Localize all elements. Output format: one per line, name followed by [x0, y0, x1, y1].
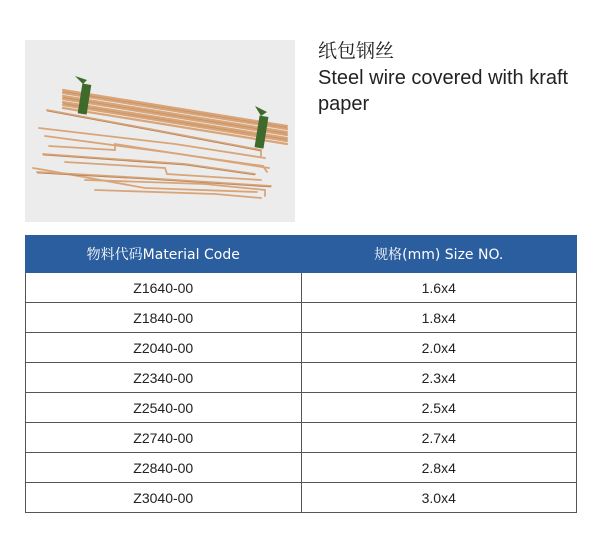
cell-size: 2.0x4	[301, 333, 577, 363]
cell-size: 2.7x4	[301, 423, 577, 453]
cell-size: 2.3x4	[301, 363, 577, 393]
cell-size: 3.0x4	[301, 483, 577, 513]
header-size-no: 规格(mm) Size NO.	[301, 236, 577, 273]
cell-material-code: Z2740-00	[26, 423, 302, 453]
table-row	[26, 273, 577, 303]
table-header-row	[26, 236, 577, 273]
table-row	[26, 363, 577, 393]
cell-material-code: Z2540-00	[26, 393, 302, 423]
table-row	[26, 483, 577, 513]
table-row	[26, 333, 577, 363]
cell-material-code: Z2040-00	[26, 333, 302, 363]
cell-material-code: Z1640-00	[26, 273, 302, 303]
spec-table	[25, 235, 577, 513]
cell-material-code: Z3040-00	[26, 483, 302, 513]
table-row	[26, 393, 577, 423]
cell-size: 2.8x4	[301, 453, 577, 483]
cell-size: 1.6x4	[301, 273, 577, 303]
product-photo	[25, 40, 295, 222]
product-title-en: Steel wire covered with kraft paper	[318, 67, 569, 115]
header-material-code: 物料代码Material Code	[26, 236, 302, 273]
cell-material-code: Z2840-00	[26, 453, 302, 483]
cell-material-code: Z1840-00	[26, 303, 302, 333]
table-row	[26, 303, 577, 333]
title-block	[318, 38, 588, 117]
wire-bundle-icon	[25, 40, 295, 222]
cell-size: 1.8x4	[301, 303, 577, 333]
table-row	[26, 423, 577, 453]
cell-material-code: Z2340-00	[26, 363, 302, 393]
cell-size: 2.5x4	[301, 393, 577, 423]
table-row	[26, 453, 577, 483]
product-title-cn: 纸包钢丝	[318, 40, 395, 62]
